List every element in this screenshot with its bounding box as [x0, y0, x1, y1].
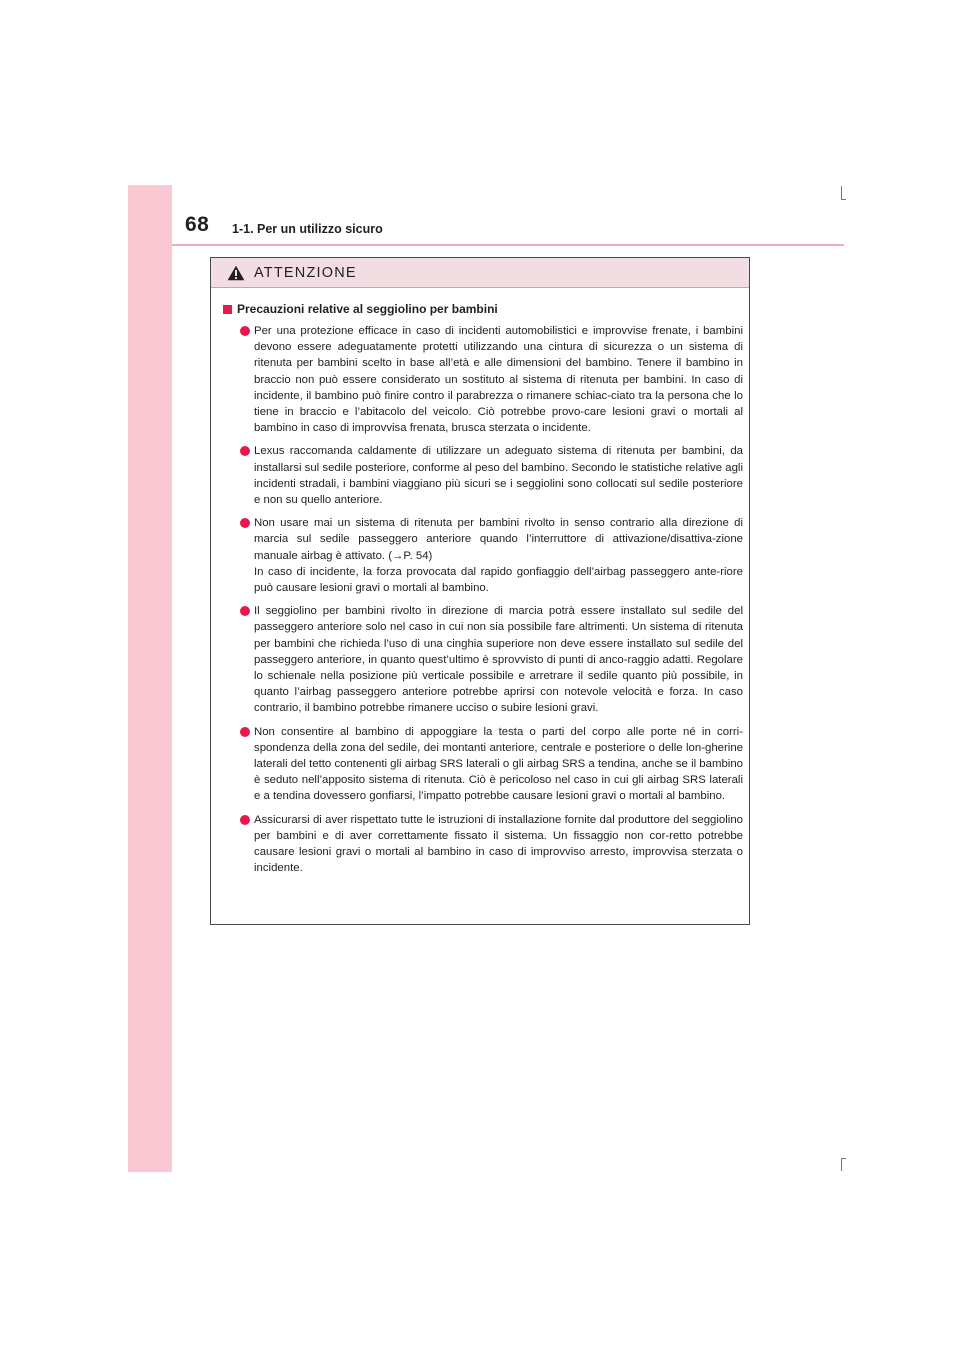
square-bullet-icon: [223, 305, 232, 314]
warning-subheading: [223, 302, 743, 316]
bullet-icon: [240, 326, 250, 336]
bullet-icon: [240, 815, 250, 825]
crop-mark-bottom: [841, 1158, 842, 1171]
item-text: Il seggiolino per bambini rivolto in direzione di marcia potrà essere installato sul sedile del passeggero anteriore solo nel caso in cui non sia possibile fare altrimenti. Un sistema di ritenuta per bambini che richieda l’uso di una cinghia superiore non deve essere installato sul sedile del passeggero anteriore, in quanto quest’ultimo è sprovvisto di punti di anco-raggio adatti. Regolare lo schienale nella posizione più verticale possibile e arretrare il sedile quanto più possibile, in quanto l’airbag passeggero anteriore potrebbe aprirsi con notevole velocità e forza. In caso contrario, il bambino potrebbe rimanere ucciso o subire lesioni gravi.: [254, 605, 743, 715]
page-number: 68: [185, 213, 210, 236]
crop-mark-top: [841, 186, 842, 199]
warning-body: [211, 288, 749, 877]
crop-mark-bottom-foot: [841, 1158, 846, 1159]
crop-mark-top-foot: [841, 199, 846, 200]
warning-header: [211, 258, 749, 288]
warning-title: ATTENZIONE: [254, 264, 357, 281]
list-item: [223, 812, 743, 877]
warning-box: [210, 257, 750, 925]
bullet-icon: [240, 446, 250, 456]
item-text: Non consentire al bambino di appoggiare la testa o parti del corpo alle porte né in corri-spondenza della zona del sedile, dei montanti anteriore, centrale e posteriore o delle lon-gherine laterali del tetto contenenti gli airbag SRS laterali o gli airbag SRS a tendina, anche se il bambino è seduto nell’apposito sistema di ritenuta. Ciò è pericoloso nel caso in cui gli airbag SRS laterali e a tendina dovessero gonfiarsi, l’impatto potrebbe causare lesioni gravi o mortali al bambino.: [254, 725, 743, 803]
item-text: Lexus raccomanda caldamente di utilizzare un adeguato sistema di ritenuta per bambini, da installarsi sul sedile posteriore, conforme al peso del bambino. Secondo le statistiche relative agli incidenti stradali, i bambini viaggiano più sicuri se i seggiolini sono collocati sul sedile posteriore e non su quello anteriore.: [254, 445, 743, 507]
item-text: Assicurarsi di aver rispettato tutte le istruzioni di installazione fornite dal produttore del seggiolino per bambini e di aver correttamente fissato il sistema. Un fissaggio non cor-retto potrebbe causare lesioni gravi o mortali al bambino in caso di improvviso arresto, improvvisa sterzata o incidente.: [254, 813, 743, 875]
bullet-icon: [240, 727, 250, 737]
list-item: [223, 443, 743, 508]
side-color-band: [128, 185, 172, 1172]
item-text: Non usare mai un sistema di ritenuta per bambini rivolto in senso contrario alla direzione di marcia sul sedile passeggero anteriore quando l’interruttore di attivazione/disattiva-zione manuale airbag è attivato. (→P. 54): [254, 517, 743, 562]
item-text: In caso di incidente, la forza provocata dal rapido gonfiaggio dell’airbag passeggero ante-riore può causare lesioni gravi o mortali al bambino.: [254, 565, 743, 595]
bullet-icon: [240, 518, 250, 528]
list-item: [223, 323, 743, 436]
subheading-text: Precauzioni relative al seggiolino per bambini: [237, 302, 498, 316]
bullet-icon: [240, 606, 250, 616]
list-item: [223, 603, 743, 716]
warning-triangle-icon: [227, 265, 245, 281]
list-item: [223, 515, 743, 596]
list-item: [223, 724, 743, 805]
item-text: Per una protezione efficace in caso di incidenti automobilistici e improvvise frenate, i bambini devono essere adeguatamente protetti utilizzando una cintura di sicurezza o un sistema di ritenuta per bambini scelto in base all’età e alle dimensioni del bambino. Tenere il bambino in braccio non può essere considerato un sostituto al sistema di ritenuta per bambini. In caso di incidente, il bambino può finire contro il parabrezza o rimanere schiac-ciato tra la persona che lo tiene in braccio e l’abitacolo del veicolo. Ciò potrebbe provo-care lesioni gravi o mortali al bambino in caso di improvvisa frenata, brusca sterzata o incidente.: [254, 325, 743, 435]
section-title: 1-1. Per un utilizzo sicuro: [232, 222, 383, 236]
header-rule: [172, 244, 844, 246]
